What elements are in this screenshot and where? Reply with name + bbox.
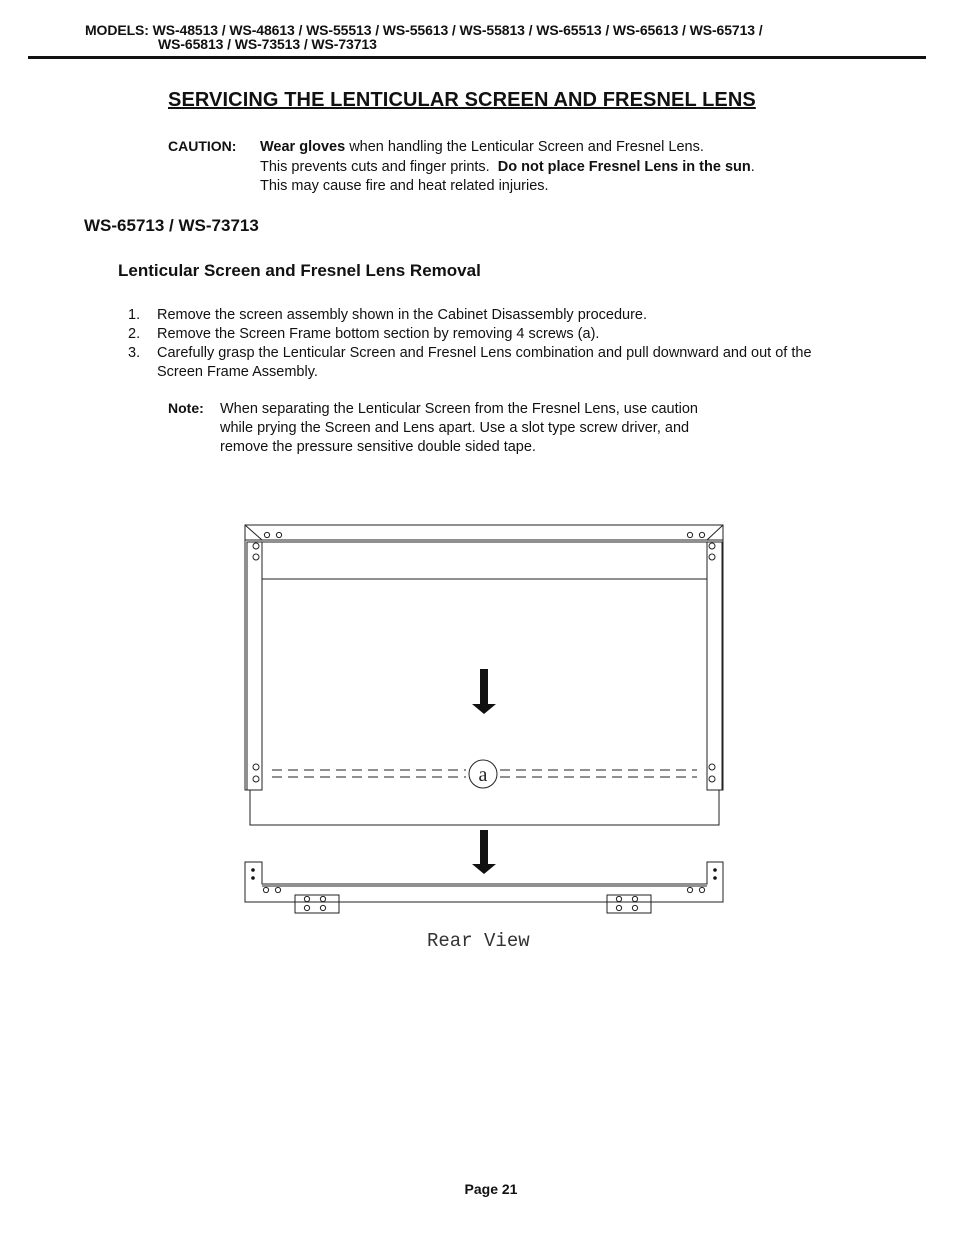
caution-line-3: This may cause fire and heat related injuries. xyxy=(260,178,549,194)
step-text: Carefully grasp the Lenticular Screen and Fresnel Lens combination and pull downward and out of the Screen Frame Assembly. xyxy=(157,345,812,380)
step-number: 1. xyxy=(128,307,141,323)
caution-line-1 xyxy=(260,138,755,158)
model-heading: WS-65713 / WS-73713 xyxy=(84,216,259,235)
section-heading: Lenticular Screen and Fresnel Lens Removal xyxy=(118,261,481,280)
note-line-1: When separating the Lenticular Screen from the Fresnel Lens, use caution xyxy=(220,401,698,417)
caution-line-2-end: . xyxy=(750,158,755,175)
caution-label: CAUTION: xyxy=(168,138,237,154)
rear-view-diagram xyxy=(230,515,730,955)
caution-line-2-bold: Do not place Fresnel Lens in the sun xyxy=(497,158,751,175)
note-line-3: remove the pressure sensitive double sided tape. xyxy=(220,439,536,456)
step-text: Remove the screen assembly shown in the Cabinet Disassembly procedure. xyxy=(157,307,648,323)
note-label: Note: xyxy=(168,400,204,416)
caution-line-1-bold: Wear gloves xyxy=(260,139,346,155)
down-arrow-upper xyxy=(472,669,496,714)
caution-line-2 xyxy=(260,158,755,178)
list-item xyxy=(128,325,828,344)
steps-list xyxy=(128,306,828,382)
diagram-caption: Rear View xyxy=(427,930,530,952)
note-line-2: while prying the Screen and Lens apart. Use a slot type screw driver, and xyxy=(220,420,690,437)
callout-label: a xyxy=(478,764,488,786)
step-number: 3. xyxy=(128,345,141,361)
header-rule xyxy=(28,56,926,59)
models-line-2: WS-65813 / WS-73513 / WS-73713 xyxy=(158,36,377,52)
down-arrow-lower xyxy=(472,830,496,874)
page-title: SERVICING THE LENTICULAR SCREEN AND FRESNEL LENS xyxy=(168,89,756,111)
models-line-1: MODELS: WS-48513 / WS-48613 / WS-55513 / WS-55613 / WS-55813 / WS-65513 / WS-65613 / WS-65713 / xyxy=(85,22,763,38)
note-text xyxy=(220,400,698,458)
caution-line-1-rest: when handling the Lenticular Screen and Fresnel Lens. xyxy=(345,139,704,155)
right-post xyxy=(707,542,722,790)
models-header xyxy=(85,23,763,51)
caution-line-2-start: This prevents cuts and finger prints. xyxy=(260,158,498,175)
step-number: 2. xyxy=(128,326,141,342)
list-item xyxy=(128,344,828,382)
list-item xyxy=(128,306,828,325)
step-text: Remove the Screen Frame bottom section by removing 4 screws (a). xyxy=(157,326,600,342)
caution-text xyxy=(260,138,755,197)
page-number: Page 21 xyxy=(464,1181,518,1197)
left-post xyxy=(247,542,262,790)
